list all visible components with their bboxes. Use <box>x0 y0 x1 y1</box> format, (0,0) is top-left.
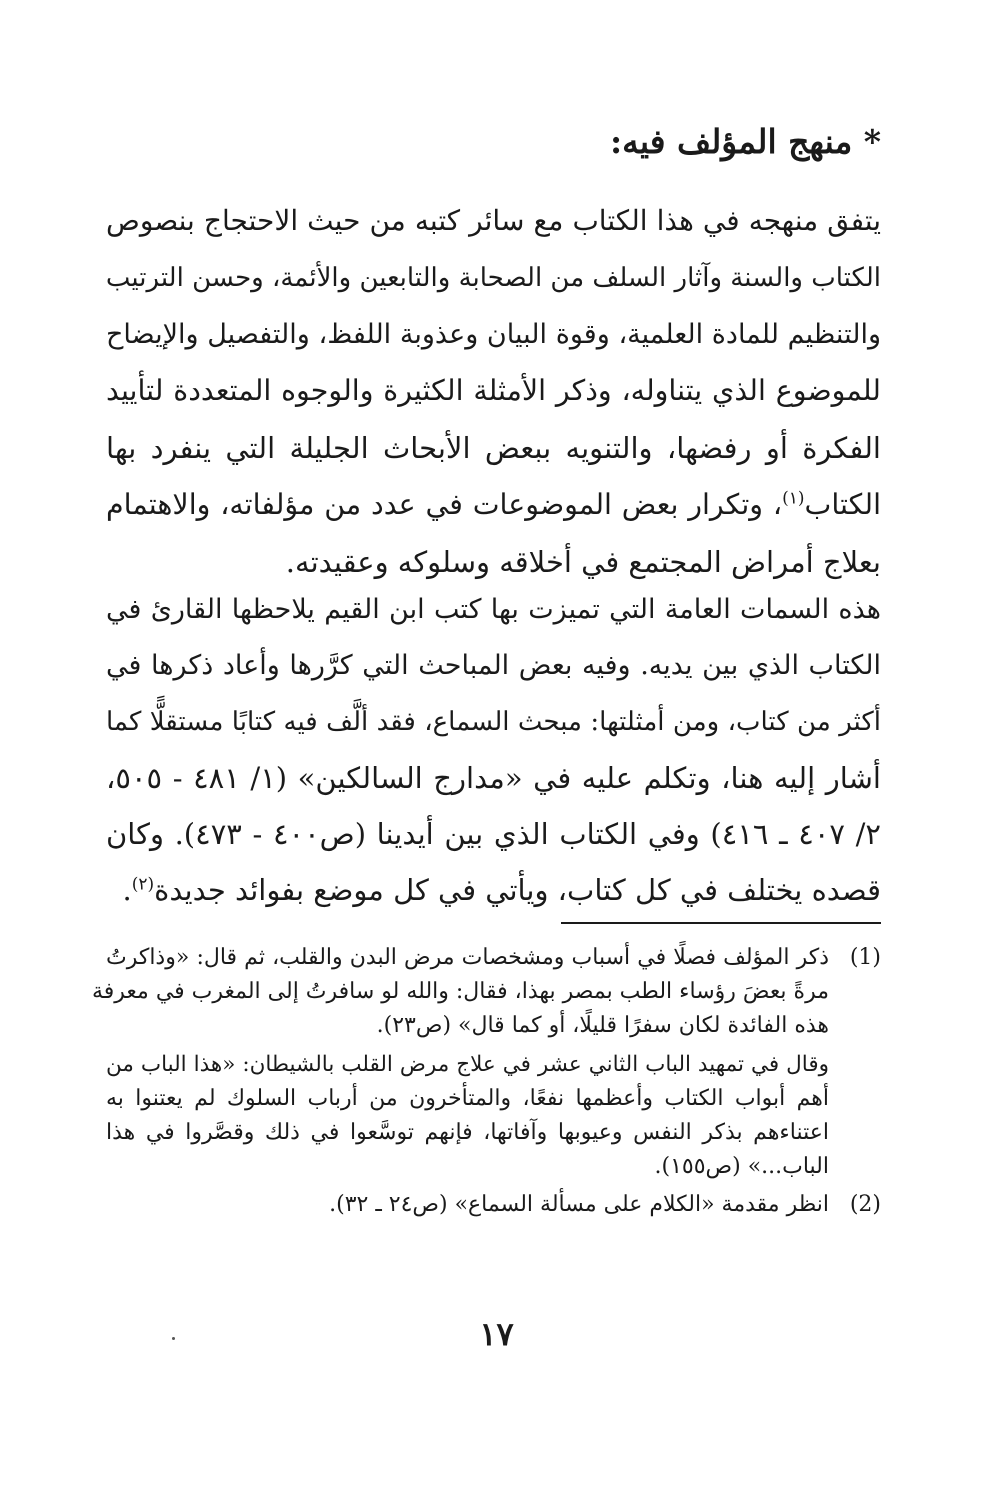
footnote-number: (1) <box>849 945 881 970</box>
footnote-line: انظر مقدمة «الكلام على مسألة السماع» (ص٢٤ ـ ٣٢). <box>329 1192 829 1218</box>
footnote-line: وقال في تمهيد الباب الثاني عشر في علاج مرض القلب بالشيطان: «هذا الباب من <box>106 1051 829 1077</box>
text-segment: الكتاب <box>804 487 881 521</box>
footnote-1 <box>91 941 881 1184</box>
text-line: والتنظيم للمادة العلمية، وقوة البيان وعذوبة اللفظ، والتفصيل والإيضاح <box>106 318 881 350</box>
footnote-separator <box>561 922 881 924</box>
text-line: أشار إليه هنا، وتكلم عليه في «مدارج السالكين» (١/ ٤٨١ - ٥٠٥، <box>106 761 881 795</box>
text-line <box>106 862 881 918</box>
text-line: بعلاج أمراض المجتمع في أخلاقه وسلوكه وعقيدته. <box>285 544 881 579</box>
footnote-reference-1[interactable]: (١) <box>782 488 805 509</box>
footnote-2 <box>106 1188 881 1222</box>
text-line: ٢/ ٤٠٧ ـ ٤١٦) وفي الكتاب الذي بين أيدينا (ص٤٠٠ - ٤٧٣). وكان <box>106 817 881 851</box>
text-line: الفكرة أو رفضها، والتنويه ببعض الأبحاث الجليلة التي ينفرد بها <box>106 431 881 466</box>
text-line: أكثر من كتاب، ومن أمثلتها: مبحث السماع، فقد ألَّف فيه كتابًا مستقلًّا كما <box>106 707 881 737</box>
text-line <box>106 477 881 534</box>
footnote-line: الباب...» (ص١٥٥). <box>654 1154 829 1180</box>
footnote-line: أهم أبواب الكتاب وأعظمها نفعًا، والمتأخرون من أرباب السلوك لم يعتنوا به <box>106 1085 829 1111</box>
paragraph-methodology <box>106 193 881 591</box>
text-line: الكتاب الذي بين يديه. وفيه بعض المباحث التي كرَّرها وأعاد ذكرها في <box>106 650 881 681</box>
footnote-reference-2[interactable]: (٢) <box>131 874 155 895</box>
footnote-line: اعتناءهم بذكر النفس وعيوبها وآفاتها، فإنهم توسَّعوا في ذلك وقصَّروا في هذا <box>106 1120 829 1146</box>
footnote-1-continuation <box>106 1048 829 1185</box>
footnotes <box>91 941 881 1223</box>
footnote-line: هذه الفائدة لكان سفرًا قليلًا، أو كما قال» (ص٢٣). <box>376 1013 829 1039</box>
text-segment: قصده يختلف في كل كتاب، ويأتي في كل موضع بفوائد جديدة <box>154 873 881 907</box>
text-segment: ، وتكرار بعض الموضوعات في عدد من مؤلفاته، والاهتمام <box>106 487 783 521</box>
text-line: للموضوع الذي يتناوله، وذكر الأمثلة الكثيرة والوجوه المتعددة لتأييد <box>106 374 881 408</box>
footnote-line: مرةً بعضَ رؤساء الطب بمصر بهذا، فقال: والله لو سافرتُ إلى المغرب في معرفة <box>91 979 829 1005</box>
paragraph-features <box>106 582 881 918</box>
text-line: الكتاب والسنة وآثار السلف من الصحابة والتابعين والأئمة، وحسن الترتيب <box>105 262 881 293</box>
scan-speck <box>172 1337 175 1340</box>
text-segment: . <box>122 873 132 907</box>
page-number: ١٧ <box>479 1315 514 1353</box>
text-line: يتفق منهجه في هذا الكتاب مع سائر كتبه من حيث الاحتجاج بنصوص <box>106 204 881 237</box>
text-line: هذه السمات العامة التي تميزت بها كتب ابن القيم يلاحظها القارئ في <box>106 594 881 625</box>
footnote-line: ذكر المؤلف فصلًا في أسباب ومشخصات مرض البدن والقلب، ثم قال: «وذاكرتُ <box>106 945 829 970</box>
section-heading: * منهج المؤلف فيه: <box>609 122 881 161</box>
footnote-number: (2) <box>849 1192 881 1218</box>
